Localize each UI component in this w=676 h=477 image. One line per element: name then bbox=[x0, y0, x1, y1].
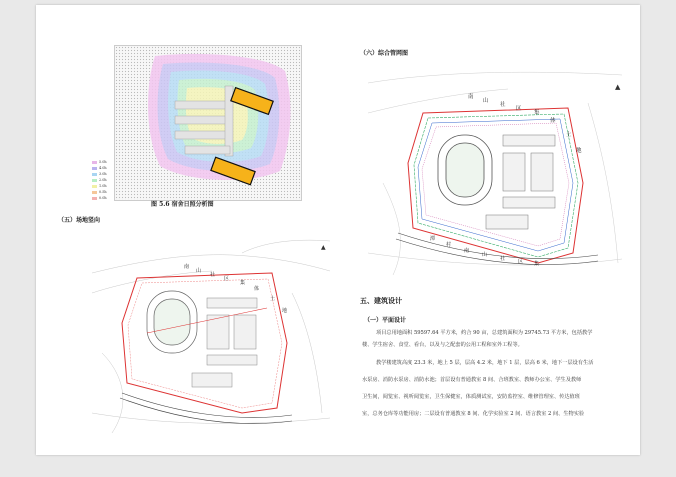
map-label: 地 bbox=[282, 308, 288, 314]
sunlight-analysis-figure bbox=[114, 45, 302, 201]
map-label: 土 bbox=[270, 296, 276, 302]
legend-swatch bbox=[92, 173, 97, 176]
legend-label: 2.0h bbox=[99, 178, 107, 182]
sunlight-analysis-map bbox=[115, 46, 301, 200]
legend-swatch bbox=[92, 191, 97, 194]
pipe-network-plan bbox=[368, 63, 622, 281]
map-label: 集 bbox=[240, 280, 246, 286]
map-label: 山 bbox=[482, 252, 488, 258]
body-paragraph-line: 水泵房、消防水泵房、消防水池；首层设有普通教室 8 间、合班教室、教师办公室、学生及教师 bbox=[362, 377, 582, 383]
map-label: 社 bbox=[500, 102, 506, 108]
section-heading: （一）平面设计 bbox=[364, 317, 407, 324]
site-elevation-plan bbox=[92, 233, 330, 445]
legend-swatch bbox=[92, 197, 97, 200]
pipe-network-drawing bbox=[368, 63, 622, 281]
body-paragraph-line: 楼、学生宿舍、食堂、看台，以及与之配套的公用工程和室外工程等。 bbox=[362, 342, 523, 348]
site-elevation-drawing bbox=[92, 233, 330, 445]
legend-swatch bbox=[92, 167, 97, 170]
legend-label: 1.0h bbox=[99, 184, 107, 188]
figure-caption: 图 5.6 宿舍日照分析图 bbox=[151, 201, 214, 208]
map-label: 山 bbox=[196, 268, 202, 274]
map-label: 地 bbox=[576, 148, 582, 154]
map-label: 南 bbox=[184, 264, 190, 270]
body-paragraph-line: 项目总用地面积 59597.64 平方米，约合 90 亩，总建筑面积为 29745.73 平方米，包括教学 bbox=[376, 330, 593, 336]
body-paragraph-line: 室，总务仓库等功能用房；二层设有普通教室 8 间、化学实验室 2 间、语言教室 2 间、生物实验 bbox=[362, 411, 585, 417]
map-label: 潭 bbox=[430, 236, 436, 242]
map-label: 体 bbox=[254, 286, 260, 292]
map-label: 南 bbox=[468, 94, 474, 100]
map-label: 社 bbox=[210, 272, 216, 278]
map-label: 区 bbox=[516, 106, 522, 112]
legend-label: 0.5h bbox=[99, 190, 107, 194]
body-paragraph-line: 卫生间，阅览室、视听阅览室，卫生保健室，体质测试室，安防监控室、维修管理室、传达值班 bbox=[362, 394, 580, 400]
map-label: 区 bbox=[224, 276, 230, 282]
legend-swatch bbox=[92, 185, 97, 188]
legend-label: 4.0h bbox=[99, 166, 107, 170]
map-label: 土 bbox=[566, 132, 572, 138]
legend-swatch bbox=[92, 161, 97, 164]
section-heading: （五）场地竖向 bbox=[58, 217, 101, 224]
document-page bbox=[36, 5, 640, 455]
north-arrow: ▲ bbox=[615, 83, 621, 91]
legend-label: 3.0h bbox=[99, 172, 107, 176]
map-label: 集 bbox=[534, 110, 540, 116]
map-label: 村 bbox=[446, 242, 452, 248]
legend-swatch bbox=[92, 179, 97, 182]
section-heading: （六）综合管网图 bbox=[360, 50, 409, 57]
body-paragraph-line: 教学楼建筑高度 23.3 米，地上 5 层，层高 4.2 米，地下 1 层，层高 6 米，地下一层设有生活 bbox=[376, 360, 594, 366]
north-arrow: ▲ bbox=[321, 244, 326, 251]
chapter-heading: 五、建筑设计 bbox=[360, 296, 402, 305]
map-label: 社 bbox=[500, 256, 506, 262]
map-label: 南 bbox=[464, 248, 470, 254]
map-label: 体 bbox=[550, 118, 556, 124]
legend-label: 0.0h bbox=[99, 196, 107, 200]
map-label: 集 bbox=[534, 261, 540, 267]
map-label: 区 bbox=[518, 259, 524, 265]
legend-label: 5.0h bbox=[99, 160, 107, 164]
map-label: 山 bbox=[483, 98, 489, 104]
